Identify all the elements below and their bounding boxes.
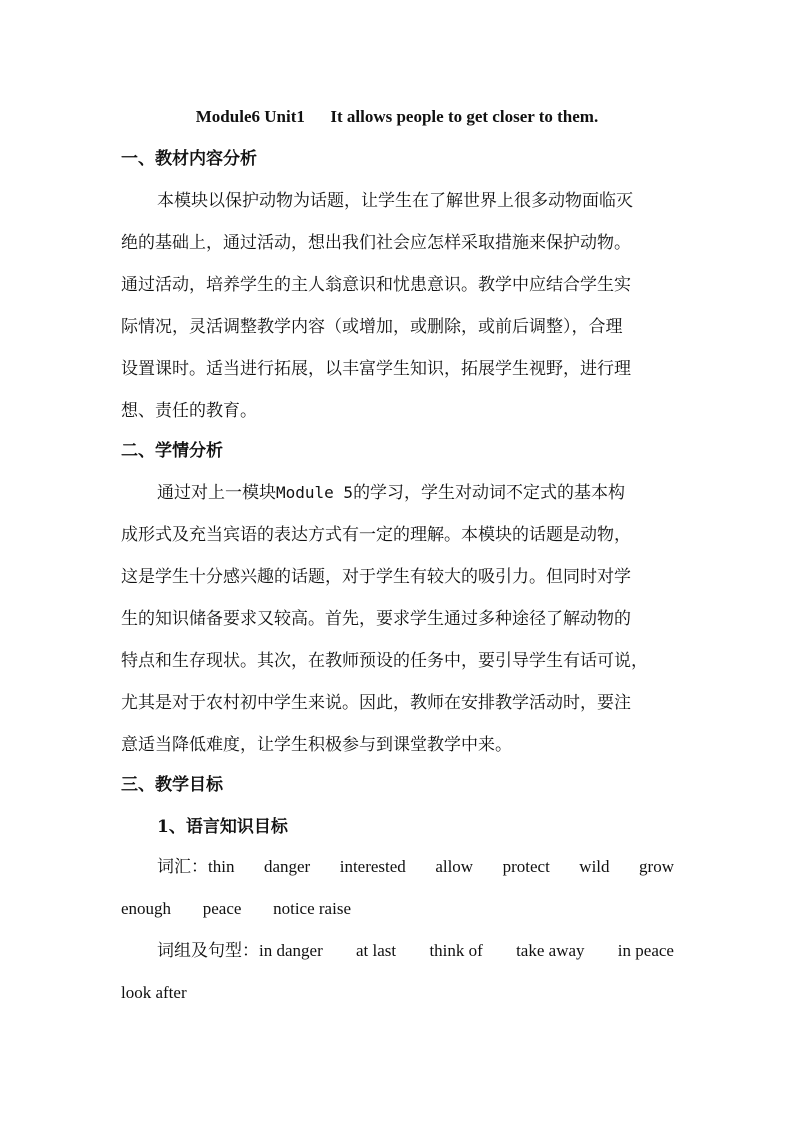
phrase: think of xyxy=(429,941,483,960)
section-heading-textbook-analysis: 一、教材内容分析 xyxy=(121,149,257,169)
document-title: Module6 Unit1 It allows people to get closer to them. xyxy=(195,107,599,126)
paragraph-line: 意适当降低难度，让学生积极参与到课堂教学中来。 xyxy=(121,735,512,755)
subheading-language-knowledge: 1、语言知识目标 xyxy=(157,817,288,837)
vocab-word: protect xyxy=(502,857,550,876)
vocab-word: danger xyxy=(263,857,311,876)
phrase: look after xyxy=(121,983,187,1002)
vocab-word: interested xyxy=(339,857,406,876)
paragraph-line: 想、责任的教育。 xyxy=(121,401,257,421)
paragraph-line: 尤其是对于农村初中学生来说。因此，教师在安排教学活动时，要注 xyxy=(121,693,631,713)
module-reference: Module 5 xyxy=(276,483,354,502)
phrase: in danger xyxy=(259,941,323,960)
vocabulary-line xyxy=(121,897,351,921)
vocabulary-label: 词汇： xyxy=(157,857,208,877)
phrase: in peace xyxy=(617,941,674,960)
vocab-word: notice raise xyxy=(273,899,351,918)
paragraph-line: 通过活动，培养学生的主人翁意识和忧患意识。教学中应结合学生实 xyxy=(121,275,631,295)
paragraph-line: 成形式及充当宾语的表达方式有一定的理解。本模块的话题是动物， xyxy=(121,525,631,545)
section-heading-learner-analysis: 二、学情分析 xyxy=(121,441,223,461)
paragraph-line: 本模块以保护动物为话题，让学生在了解世界上很多动物面临灭 xyxy=(157,191,633,211)
paragraph-line: 绝的基础上，通过活动，想出我们社会应怎样采取措施来保护动物。 xyxy=(121,233,631,253)
section-heading-teaching-objectives: 三、教学目标 xyxy=(121,775,223,795)
text-span: 的学习，学生对动词不定式的基本构 xyxy=(353,483,626,503)
paragraph-line: 生的知识储备要求又较高。首先，要求学生通过多种途径了解动物的 xyxy=(121,609,631,629)
vocab-word: enough xyxy=(121,899,172,918)
paragraph-line: 设置课时。适当进行拓展，以丰富学生知识，拓展学生视野，进行理 xyxy=(121,359,631,379)
paragraph-line: 际情况，灵活调整教学内容（或增加，或删除，或前后调整），合理 xyxy=(121,317,623,337)
text-span: 通过对上一模块 xyxy=(157,483,276,503)
phrases-label: 词组及句型： xyxy=(157,941,259,961)
phrase: take away xyxy=(516,941,585,960)
phrase-item xyxy=(157,939,323,963)
vocab-word: thin xyxy=(208,857,235,876)
vocabulary-line xyxy=(157,855,674,879)
vocab-word: grow xyxy=(639,857,674,876)
vocab-word: peace xyxy=(202,899,242,918)
vocab-word: allow xyxy=(435,857,474,876)
phrase: at last xyxy=(356,941,397,960)
paragraph-line: 特点和生存现状。其次，在教师预设的任务中，要引导学生有话可说， xyxy=(121,651,648,671)
phrases-line xyxy=(157,939,674,963)
paragraph-line xyxy=(157,481,674,505)
vocab-item xyxy=(157,855,234,879)
paragraph-line: 这是学生十分感兴趣的话题，对于学生有较大的吸引力。但同时对学 xyxy=(121,567,631,587)
vocab-word: wild xyxy=(579,857,610,876)
